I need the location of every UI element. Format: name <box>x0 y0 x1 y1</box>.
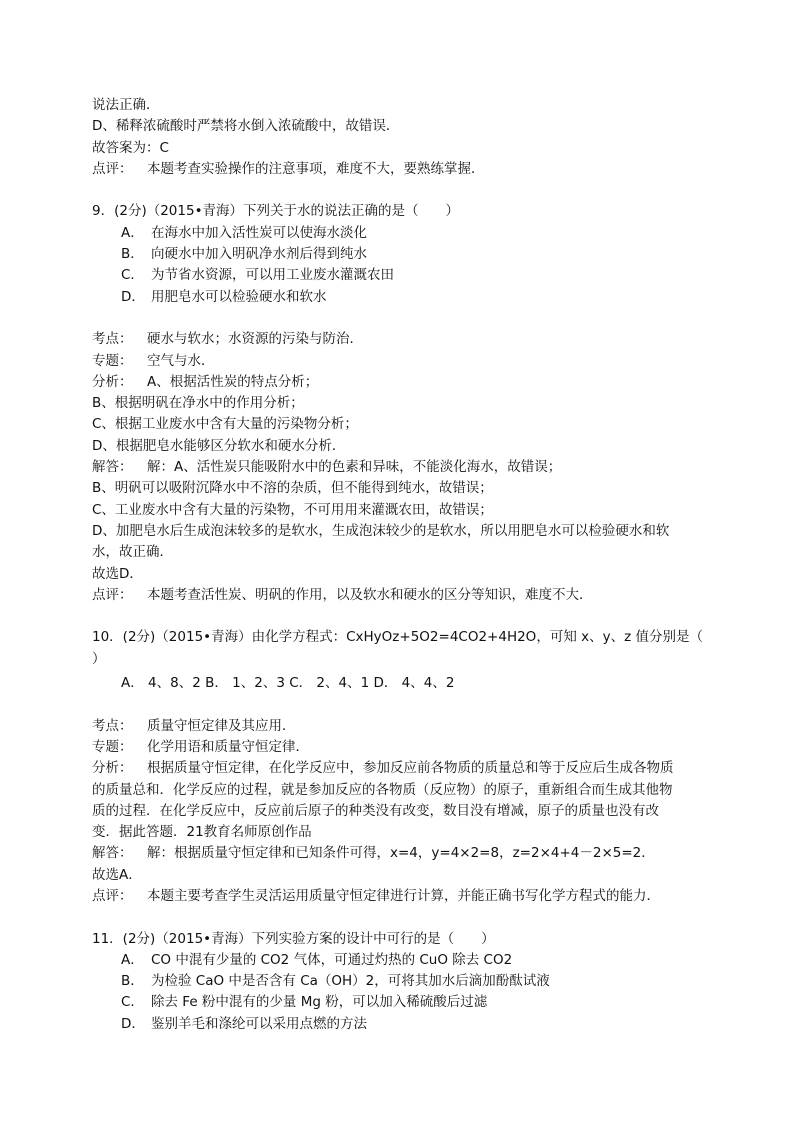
q8-line2: D、稀释浓硫酸时严禁将水倒入浓硫酸中，故错误． <box>92 118 400 135</box>
q10-stem-cont: ） <box>92 650 106 667</box>
kaodian-text: 质量守恒定律及其应用． <box>147 717 296 734</box>
q8-comment <box>92 159 712 180</box>
q10-fenxi-line: 的质量总和．化学反应的过程，就是参加反应的各物质（反应物）的原子，重新组合而生成其他物 <box>92 781 673 798</box>
option-letter: A． <box>121 951 144 968</box>
q9-jieda-line: B、明矾可以吸附沉降水中不溶的杂质，但不能得到纯水，故错误； <box>92 480 493 497</box>
q10-kaodian <box>92 716 712 737</box>
q10-jieda <box>92 843 712 864</box>
q9-stem: 9．(2分)（2015•青海）下列关于水的说法正确的是（ ） <box>92 203 460 220</box>
jieda-text: 解：A、活性炭只能吸附水中的色素和异味，不能淡化海水，故错误； <box>147 459 562 476</box>
q9-fenxi-line: D、根据肥皂水能够区分软水和硬水分析． <box>92 437 346 454</box>
zhuanti-label: 专题： <box>92 352 133 369</box>
fenxi-text: 根据质量守恒定律，在化学反应中，参加反应前各物质的质量总和等于反应后生成各物质 <box>147 760 674 777</box>
option-text: 除去 Fe 粉中混有的少量 Mg 粉，可以加入稀硫酸后过滤 <box>151 994 488 1011</box>
option-text: 为节省水资源，可以用工业废水灌溉农田 <box>151 267 394 284</box>
q10-fenxi-line: 变．据此答题．21教育名师原创作品 <box>92 824 312 841</box>
q9-fenxi-line: B、根据明矾在净水中的作用分析； <box>92 395 304 412</box>
option-letter: C． <box>121 994 144 1011</box>
option-letter: D． <box>121 1015 145 1032</box>
jieda-label: 解答： <box>92 459 133 476</box>
q9-jieda-line: 水，故正确． <box>92 544 173 561</box>
comment-label: 点评： <box>92 160 133 177</box>
q9-comment <box>92 585 712 606</box>
comment-text: 本题考查活性炭、明矾的作用，以及软水和硬水的区分等知识，难度不大． <box>147 586 593 603</box>
q9-option-b <box>92 244 712 265</box>
q9-zhuanti <box>92 351 712 372</box>
option-letter: B． <box>121 246 144 263</box>
q9-jieda-line: D、加肥皂水后生成泡沫较多的是软水，生成泡沫较少的是软水，所以用肥皂水可以检验硬水和软 <box>92 522 670 539</box>
q10-zhuanti <box>92 737 712 758</box>
q8-answer: 故答案为：C <box>92 139 169 156</box>
zhuanti-label: 专题： <box>92 738 133 755</box>
option-letter: C． <box>121 267 144 284</box>
option-text: 为检验 CaO 中是否含有 Ca（OH）2，可将其加水后滴加酚酞试液 <box>151 973 550 990</box>
q9-kaodian <box>92 329 712 350</box>
q10-options: A． 4、8、2 B． 1、2、3 C． 2、4、1 D． 4、4、2 <box>121 675 455 692</box>
kaodian-label: 考点： <box>92 331 133 348</box>
option-text: 用肥皂水可以检验硬水和软水 <box>151 288 327 305</box>
option-letter: D． <box>121 288 145 305</box>
q11-option-a <box>92 950 712 971</box>
q9-option-d <box>92 287 712 308</box>
q8-line1: 说法正确． <box>92 97 160 113</box>
q10-fenxi <box>92 758 712 779</box>
comment-text: 本题主要考查学生灵活运用质量守恒定律进行计算，并能正确书写化学方程式的能力． <box>147 887 660 904</box>
kaodian-label: 考点： <box>92 717 133 734</box>
q9-jieda-line: C、工业废水中含有大量的污染物，不可用用来灌溉农田，故错误； <box>92 501 493 518</box>
q11-option-d <box>92 1014 712 1035</box>
q10-comment <box>92 886 712 907</box>
fenxi-label: 分析： <box>92 373 133 390</box>
zhuanti-text: 空气与水． <box>147 352 215 369</box>
zhuanti-text: 化学用语和质量守恒定律． <box>147 738 309 755</box>
comment-label: 点评： <box>92 586 133 603</box>
option-letter: A． <box>121 224 144 241</box>
jieda-text: 解：根据质量守恒定律和已知条件可得，x=4，y=4×2=8，z=2×4+4－2×5=2． <box>147 845 655 862</box>
q11-option-b <box>92 971 712 992</box>
option-text: CO 中混有少量的 CO2 气体，可通过灼热的 CuO 除去 CO2 <box>151 951 513 968</box>
comment-text: 本题考查实验操作的注意事项，难度不大，要熟练掌握． <box>147 160 485 177</box>
fenxi-text: A、根据活性炭的特点分析； <box>147 373 319 390</box>
q10-stem: 10．(2分)（2015•青海）由化学方程式：CxHyOz+5O2=4CO2+4H2O，可知 x、y、z 值分别是（ <box>92 629 703 646</box>
q9-fenxi <box>92 372 712 393</box>
option-text: 向硬水中加入明矾净水剂后得到纯水 <box>151 246 367 263</box>
q11-stem: 11．(2分)（2015•青海）下列实验方案的设计中可行的是（ ） <box>92 930 495 947</box>
option-text: 鉴别羊毛和涤纶可以采用点燃的方法 <box>151 1015 367 1032</box>
option-text: 在海水中加入活性炭可以使海水淡化 <box>151 224 367 241</box>
q9-option-a <box>92 223 712 244</box>
q9-jieda <box>92 457 712 478</box>
q9-answer: 故选D． <box>92 565 143 582</box>
q9-fenxi-line: C、根据工业废水中含有大量的污染物分析； <box>92 416 358 433</box>
q10-answer: 故选A． <box>92 866 142 883</box>
fenxi-label: 分析： <box>92 760 133 777</box>
q9-option-c <box>92 265 712 286</box>
document-page <box>92 95 712 1035</box>
q10-fenxi-line: 质的过程．在化学反应中，反应前后原子的种类没有改变，数目没有增减，原子的质量也没有改 <box>92 802 659 819</box>
option-letter: B． <box>121 973 144 990</box>
q11-option-c <box>92 992 712 1013</box>
jieda-label: 解答： <box>92 845 133 862</box>
comment-label: 点评： <box>92 887 133 904</box>
kaodian-text: 硬水与软水；水资源的污染与防治． <box>147 331 363 348</box>
